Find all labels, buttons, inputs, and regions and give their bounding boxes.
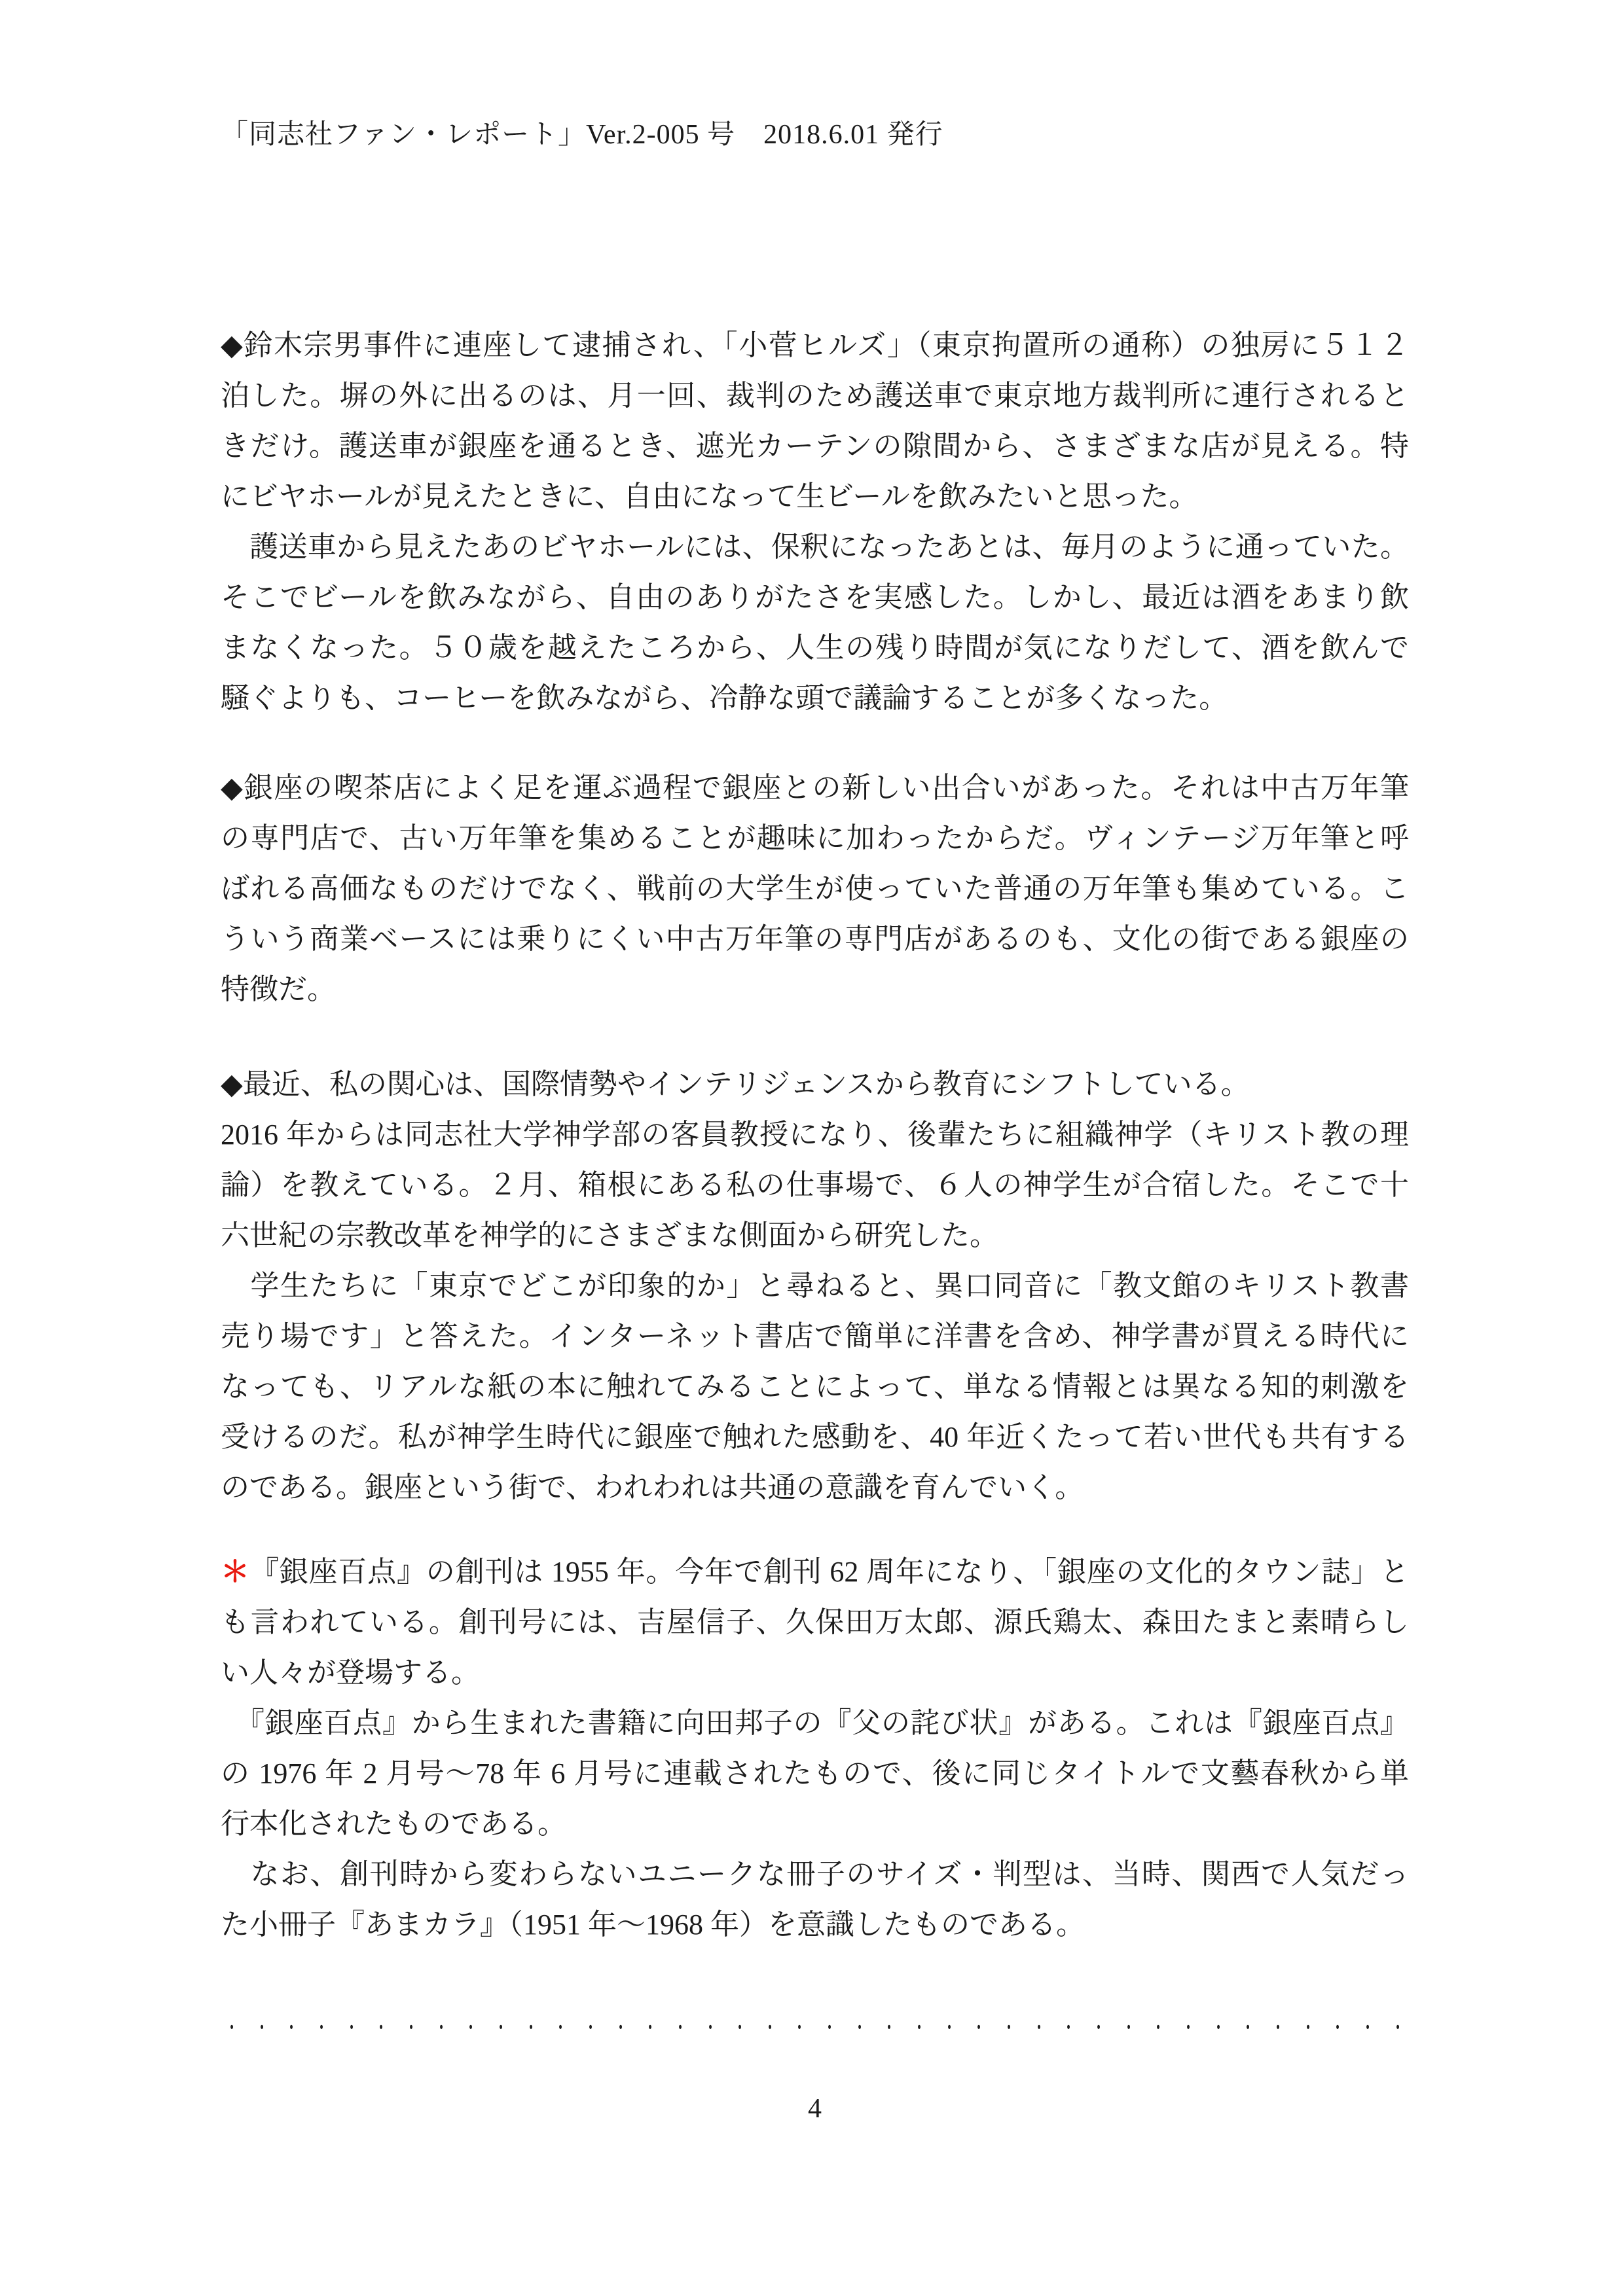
- text-line: まなくなった。５０歳を越えたころから、人生の残り時間が気になりだして、酒を飲んで: [221, 632, 1409, 664]
- dot: ・: [225, 2017, 239, 2041]
- page-header: 「同志社ファン・レポート」Ver.2-005 号 2018.6.01 発行: [221, 120, 943, 150]
- text-line: た小冊子『あまカラ』（1951 年～1968 年）を意識したものである。: [221, 1909, 1085, 1941]
- dot: ・: [284, 2017, 299, 2041]
- dot: ・: [1151, 2017, 1165, 2041]
- dot: ・: [792, 2017, 807, 2041]
- text-line: 特徴だ。: [221, 973, 336, 1005]
- paragraph-block-ginza-hyakuten: [221, 1547, 1409, 1950]
- content: [221, 320, 1409, 1950]
- text-line: 騒ぐよりも、コーヒーを飲みながら、冷静な頭で議論することが多くなった。: [221, 682, 1228, 714]
- dot: ・: [733, 2017, 747, 2041]
- dot: ・: [404, 2017, 418, 2041]
- dot: ・: [1181, 2017, 1195, 2041]
- dot: ・: [822, 2017, 837, 2041]
- paragraph-block-ginza-fountain-pens: [221, 762, 1409, 1014]
- text-line: 2016 年からは同志社大学神学部の客員教授になり、後輩たちに組織神学（キリスト教の理: [221, 1119, 1409, 1151]
- text-line: 論）を教えている。２月、箱根にある私の仕事場で、６人の神学生が合宿した。そこで十: [221, 1169, 1409, 1201]
- dot: ・: [643, 2017, 657, 2041]
- text-line: の専門店で、古い万年筆を集めることが趣味に加わったからだ。ヴィンテージ万年筆と呼: [221, 822, 1410, 854]
- text-line: の 1976 年 2 月号～78 年 6 月号に連載されたもので、後に同じタイトルで文藝春秋から単: [221, 1757, 1409, 1789]
- text-line: 護送車から見えたあのビヤホールには、保釈になったあとは、毎月のように通っていた。: [221, 531, 1409, 563]
- dot: ・: [314, 2017, 329, 2041]
- text-line: い人々が登場する。: [221, 1657, 480, 1689]
- dot: ・: [374, 2017, 388, 2041]
- dot: ・: [524, 2017, 538, 2041]
- dot: ・: [1330, 2017, 1345, 2041]
- text-line: ◆銀座の喫茶店によく足を運ぶ過程で銀座との新しい出合いがあった。それは中古万年筆: [221, 772, 1409, 804]
- dot: ・: [1211, 2017, 1226, 2041]
- text-line: ういう商業ベースには乗りにくい中古万年筆の専門店があるのも、文化の街である銀座の: [221, 923, 1409, 955]
- dots-separator: [221, 2001, 1409, 2051]
- text-line: 『銀座百点』から生まれた書籍に向田邦子の『父の詫び状』がある。これは『銀座百点』: [221, 1707, 1409, 1739]
- dot: ・: [852, 2017, 867, 2041]
- dot: ・: [553, 2017, 568, 2041]
- dot: ・: [494, 2017, 508, 2041]
- dot: ・: [1002, 2017, 1016, 2041]
- text-line: 学生たちに「東京でどこが印象的か」と尋ねると、異口同音に「教文館のキリスト教書: [221, 1270, 1409, 1302]
- text-line: 泊した。塀の外に出るのは、月一回、裁判のため護送車で東京地方裁判所に連行されると: [221, 380, 1409, 412]
- text-line: 六世紀の宗教改革を神学的にさまざまな側面から研究した。: [221, 1219, 998, 1251]
- dot: ・: [583, 2017, 598, 2041]
- dot: ・: [1241, 2017, 1255, 2041]
- text-line: 受けるのだ。私が神学生時代に銀座で触れた感動を、40 年近くたって若い世代も共有する: [221, 1421, 1409, 1453]
- text-line: も言われている。創刊号には、吉屋信子、久保田万太郎、源氏鶏太、森田たまと素晴らし: [221, 1606, 1409, 1638]
- dot: ・: [613, 2017, 628, 2041]
- page-number: 4: [808, 2094, 822, 2124]
- dot: ・: [942, 2017, 957, 2041]
- dot: ・: [1360, 2017, 1375, 2041]
- dot: ・: [1032, 2017, 1046, 2041]
- text-line: ◆鈴木宗男事件に連座して逮捕され、「小菅ヒルズ」（東京拘置所の通称）の独房に５１２: [221, 329, 1409, 361]
- text-line: きだけ。護送車が銀座を通るとき、遮光カーテンの隙間から、さまざまな店が見える。特: [221, 430, 1409, 462]
- dot: ・: [673, 2017, 687, 2041]
- text-line: ◆最近、私の関心は、国際情勢やインテリジェンスから教育にシフトしている。: [221, 1068, 1250, 1100]
- red-asterisk-marker: ＊: [221, 1556, 250, 1588]
- dot: ・: [344, 2017, 359, 2041]
- text-line: ＊『銀座百点』の創刊は 1955 年。今年で創刊 62 周年になり、「銀座の文化的タウン誌」と: [221, 1556, 1409, 1588]
- dot: ・: [702, 2017, 718, 2041]
- text-line: ばれる高価なものだけでなく、戦前の大学生が使っていた普通の万年筆も集めている。こ: [221, 872, 1409, 905]
- dot: ・: [255, 2017, 269, 2041]
- dot: ・: [1061, 2017, 1076, 2041]
- paragraph-block-theology-education: [221, 1059, 1409, 1513]
- text-line: そこでビールを飲みながら、自由のありがたさを実感した。しかし、最近は酒をあまり飲: [221, 581, 1409, 613]
- dot: ・: [763, 2017, 777, 2041]
- dot: ・: [912, 2017, 926, 2041]
- text-line: 行本化されたものである。: [221, 1808, 566, 1840]
- dot: ・: [882, 2017, 896, 2041]
- text-line: 売り場です」と答えた。インターネット書店で簡単に洋書を含め、神学書が買える時代に: [221, 1320, 1409, 1352]
- text-line: なっても、リアルな紙の本に触れてみることによって、単なる情報とは異なる知的刺激を: [221, 1371, 1409, 1403]
- text-line: なお、創刊時から変わらないユニークな冊子のサイズ・判型は、当時、関西で人気だっ: [221, 1858, 1409, 1890]
- dot: ・: [464, 2017, 478, 2041]
- text-line: のである。銀座という街で、われわれは共通の意識を育んでいく。: [221, 1471, 1084, 1503]
- dot: ・: [1091, 2017, 1106, 2041]
- dot: ・: [1271, 2017, 1285, 2041]
- dot: ・: [1301, 2017, 1315, 2041]
- text-line: にビヤホールが見えたときに、自由になって生ビールを飲みたいと思った。: [221, 480, 1198, 512]
- dot: ・: [1391, 2017, 1405, 2041]
- dot: ・: [1122, 2017, 1136, 2041]
- paragraph-block-kosuge-hills: [221, 320, 1409, 723]
- dot: ・: [434, 2017, 448, 2041]
- dot: ・: [972, 2017, 986, 2041]
